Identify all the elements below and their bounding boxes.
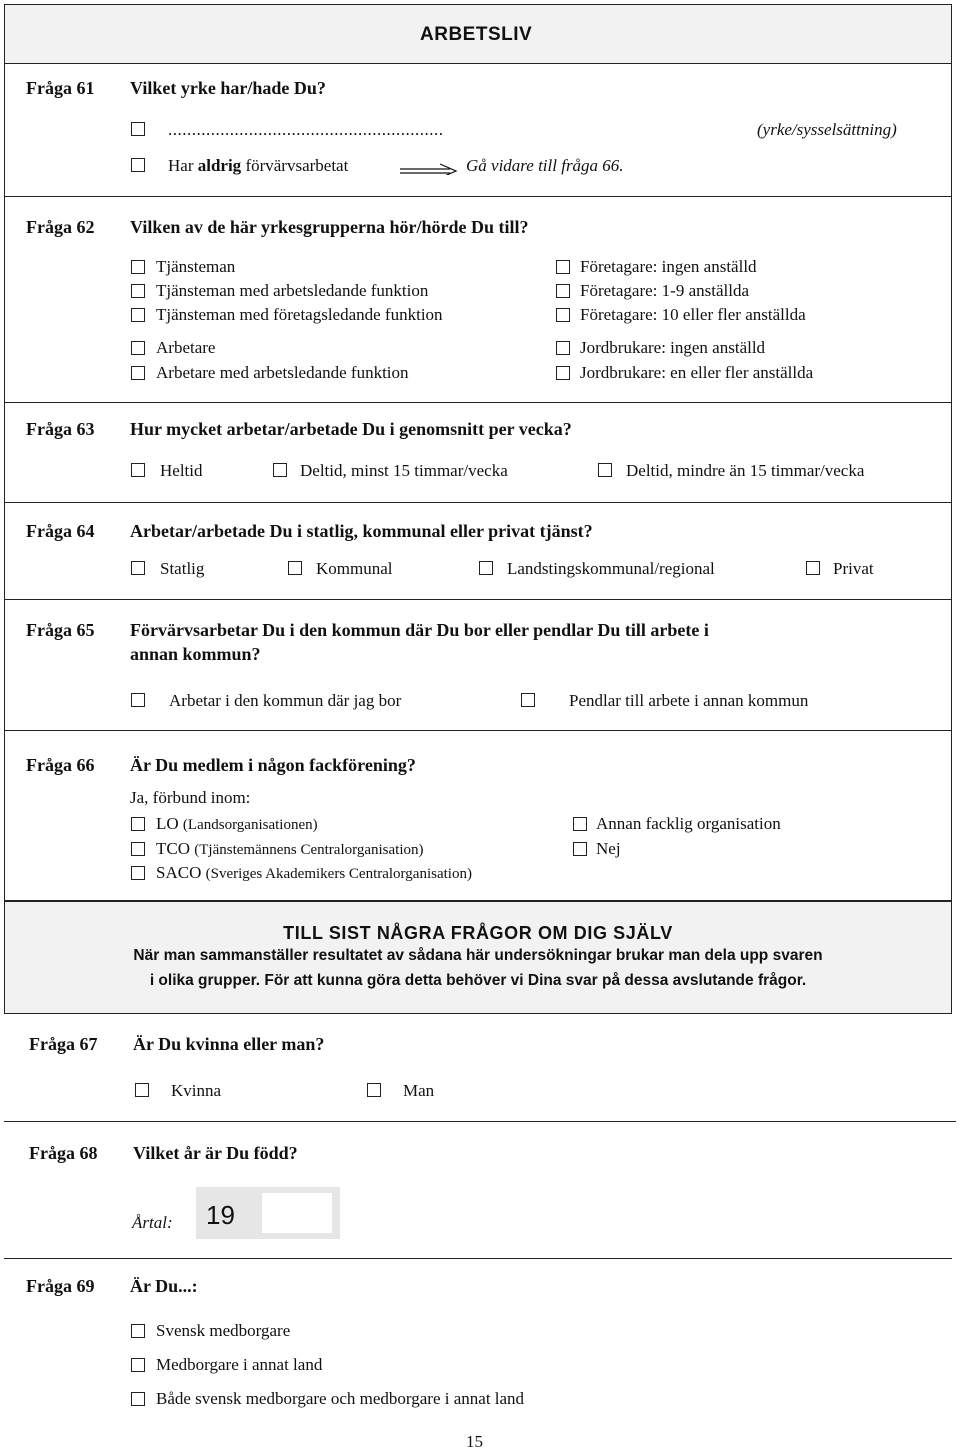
section-intro-line: När man sammanställer resultatet av sådana här undersökningar brukar man dela upp svaren <box>133 947 823 964</box>
occupation-fill-line[interactable]: .......................................................... <box>168 120 444 139</box>
option-label: Kvinna <box>171 1081 222 1100</box>
checkbox[interactable] <box>556 308 570 322</box>
checkbox[interactable] <box>131 693 145 707</box>
checkbox[interactable] <box>131 817 145 831</box>
option-never-worked: Har aldrig förvärvsarbetat <box>168 156 349 175</box>
question-text: Förvärvsarbetar Du i den kommun där Du bor eller pendlar Du till arbete i <box>130 620 709 640</box>
checkbox[interactable] <box>273 463 287 477</box>
checkbox[interactable] <box>131 1358 145 1372</box>
section-title: TILL SIST NÅGRA FRÅGOR OM DIG SJÄLV <box>283 923 673 943</box>
option-label: Privat <box>833 559 874 578</box>
option-label: Heltid <box>160 461 203 480</box>
sub-question: Ja, förbund inom: <box>130 788 251 807</box>
checkbox-never-worked[interactable] <box>131 158 145 172</box>
checkbox[interactable] <box>556 366 570 380</box>
page-number: 15 <box>466 1432 483 1451</box>
question-number: Fråga 65 <box>26 620 95 640</box>
divider <box>4 730 952 731</box>
question-text: Arbetar/arbetade Du i statlig, kommunal eller privat tjänst? <box>130 521 593 541</box>
option-label: Deltid, minst 15 timmar/vecka <box>300 461 508 480</box>
option-label: Arbetare <box>156 338 216 357</box>
divider <box>4 1121 956 1122</box>
checkbox[interactable] <box>521 693 535 707</box>
question-text: Vilken av de här yrkesgrupperna hör/hörde Du till? <box>130 217 529 237</box>
question-number: Fråga 63 <box>26 419 95 439</box>
option-label: Tjänsteman <box>156 257 236 276</box>
checkbox[interactable] <box>131 842 145 856</box>
section-title: ARBETSLIV <box>420 24 533 45</box>
option-label: LO (Landsorganisationen) <box>156 814 318 833</box>
option-label: SACO (Sveriges Akademikers Centralorganisation) <box>156 863 472 882</box>
checkbox[interactable] <box>131 260 145 274</box>
option-label: Statlig <box>160 559 205 578</box>
question-text: annan kommun? <box>130 644 261 664</box>
divider <box>4 196 952 197</box>
skip-instruction: Gå vidare till fråga 66. <box>466 156 624 175</box>
option-label: Deltid, mindre än 15 timmar/vecka <box>626 461 865 480</box>
option-label: Både svensk medborgare och medborgare i annat land <box>156 1389 525 1408</box>
year-input[interactable] <box>262 1193 332 1233</box>
option-label: Företagare: 10 eller fler anställda <box>580 305 806 324</box>
option-label: Tjänsteman med arbetsledande funktion <box>156 281 429 300</box>
checkbox[interactable] <box>131 463 145 477</box>
checkbox[interactable] <box>479 561 493 575</box>
option-label: Medborgare i annat land <box>156 1355 323 1374</box>
option-label: Man <box>403 1081 435 1100</box>
checkbox[interactable] <box>135 1083 149 1097</box>
option-label: Företagare: 1-9 anställda <box>580 281 749 300</box>
question-text: Är Du kvinna eller man? <box>133 1034 325 1054</box>
checkbox[interactable] <box>556 260 570 274</box>
question-number: Fråga 61 <box>26 78 95 98</box>
checkbox[interactable] <box>806 561 820 575</box>
option-label: Nej <box>596 839 621 858</box>
checkbox[interactable] <box>367 1083 381 1097</box>
option-label: Annan facklig organisation <box>596 814 781 833</box>
checkbox[interactable] <box>556 341 570 355</box>
question-number: Fråga 64 <box>26 521 95 541</box>
occupation-hint: (yrke/sysselsättning) <box>757 120 897 139</box>
option-label: Företagare: ingen anställd <box>580 257 757 276</box>
option-label: TCO (Tjänstemännens Centralorganisation) <box>156 839 424 858</box>
checkbox[interactable] <box>131 341 145 355</box>
checkbox-occupation[interactable] <box>131 122 145 136</box>
section-intro-line: i olika grupper. För att kunna göra detta behöver vi Dina svar på dessa avslutande frågor. <box>149 972 807 989</box>
year-label: Årtal: <box>132 1213 173 1232</box>
divider <box>4 1258 952 1259</box>
option-label: Svensk medborgare <box>156 1321 291 1340</box>
question-number: Fråga 66 <box>26 755 95 775</box>
option-label: Jordbrukare: ingen anställd <box>580 338 766 357</box>
year-prefix: 19 <box>206 1200 235 1230</box>
checkbox[interactable] <box>131 1324 145 1338</box>
option-label: Pendlar till arbete i annan kommun <box>569 691 809 710</box>
option-label: Arbetar i den kommun där jag bor <box>169 691 402 710</box>
divider <box>4 502 952 503</box>
divider <box>4 599 952 600</box>
checkbox[interactable] <box>288 561 302 575</box>
option-label: Tjänsteman med företagsledande funktion <box>156 305 443 324</box>
question-text: Hur mycket arbetar/arbetade Du i genomsnitt per vecka? <box>130 419 572 439</box>
question-text: Vilket år är Du född? <box>133 1143 298 1163</box>
checkbox[interactable] <box>131 366 145 380</box>
checkbox[interactable] <box>131 308 145 322</box>
option-label: Kommunal <box>316 559 393 578</box>
question-number: Fråga 62 <box>26 217 95 237</box>
checkbox[interactable] <box>573 842 587 856</box>
checkbox[interactable] <box>556 284 570 298</box>
checkbox[interactable] <box>131 1392 145 1406</box>
question-text: Är Du medlem i någon fackförening? <box>130 755 416 775</box>
option-label: Landstingskommunal/regional <box>507 559 715 578</box>
divider <box>4 402 952 403</box>
checkbox[interactable] <box>573 817 587 831</box>
question-text: Är Du...: <box>130 1276 198 1296</box>
option-label: Jordbrukare: en eller fler anställda <box>580 363 814 382</box>
checkbox[interactable] <box>131 866 145 880</box>
checkbox[interactable] <box>131 561 145 575</box>
question-number: Fråga 69 <box>26 1276 95 1296</box>
question-number: Fråga 67 <box>29 1034 98 1054</box>
arrow-right-icon <box>400 163 458 175</box>
question-number: Fråga 68 <box>29 1143 98 1163</box>
checkbox[interactable] <box>598 463 612 477</box>
checkbox[interactable] <box>131 284 145 298</box>
question-text: Vilket yrke har/hade Du? <box>130 78 326 98</box>
option-label: Arbetare med arbetsledande funktion <box>156 363 409 382</box>
